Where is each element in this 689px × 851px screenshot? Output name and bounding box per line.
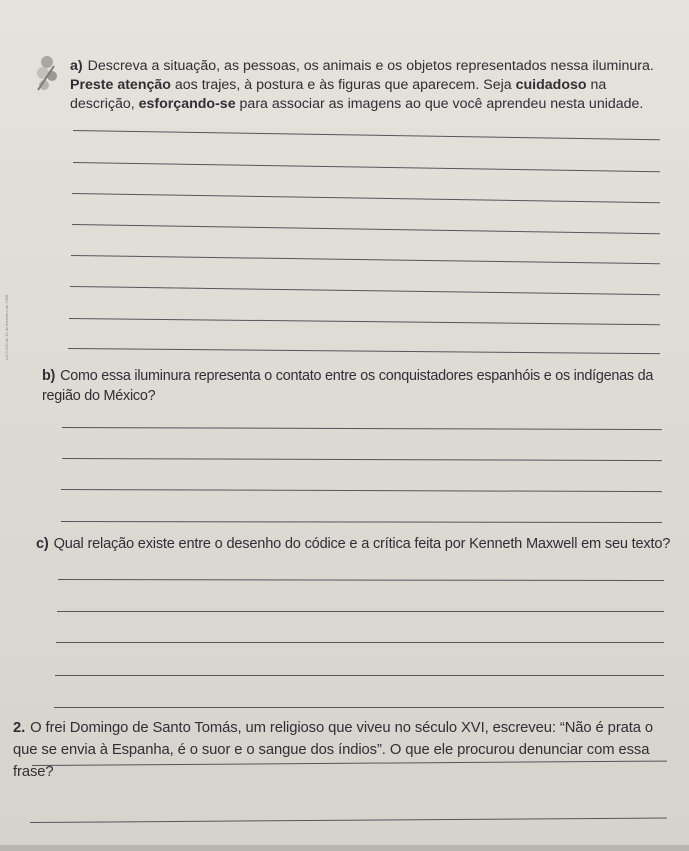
answer-line[interactable] xyxy=(73,162,660,172)
question-a-bold-1: Preste atenção xyxy=(70,77,171,93)
question-c-text: Qual relação existe entre o desenho do códice e a crítica feita por Kenneth Maxwell em seu texto? xyxy=(53,536,671,552)
question-a-text-4: para associar as imagens ao que você aprendeu nesta unidade. xyxy=(235,96,644,112)
answer-line[interactable] xyxy=(72,224,660,234)
question-a-bold-2: cuidadoso xyxy=(515,77,587,93)
question-b-text: Como essa iluminura representa o contato entre os conquistadores espanhóis e os indígenas da região do México? xyxy=(42,368,654,404)
question-c-label: c) xyxy=(36,536,49,552)
question-a-bold-3: esforçando-se xyxy=(138,96,236,112)
answer-line[interactable] xyxy=(56,642,664,643)
answer-line[interactable] xyxy=(72,193,660,203)
question-2-text: O frei Domingo de Santo Tomás, um religioso que viveu no século XVI, escreveu: “Não é prata o que se envia à Espanha, é o suor e o sangue dos índios”. O que ele procurou denunciar com essa frase? xyxy=(13,720,654,780)
question-a xyxy=(70,57,670,114)
answer-line[interactable] xyxy=(55,675,664,676)
question-a-text-2: aos trajes, à postura e às figuras que aparecem. Seja xyxy=(170,77,516,93)
question-b xyxy=(42,366,667,406)
question-c xyxy=(36,535,676,554)
answer-line[interactable] xyxy=(71,255,660,264)
question-2-label: 2. xyxy=(13,720,26,736)
page-edge xyxy=(0,845,689,851)
margin-copyright-text: Lei 9.610 de 19 de fevereiro de 1998 xyxy=(4,294,9,360)
question-b-label: b) xyxy=(42,368,56,384)
answer-line[interactable] xyxy=(73,130,660,140)
answer-line[interactable] xyxy=(61,521,662,523)
answer-line[interactable] xyxy=(61,489,662,492)
answer-line[interactable] xyxy=(62,427,662,430)
question-a-text-1: Descreva a situação, as pessoas, os animais e os objetos representados nessa iluminura. xyxy=(87,58,654,74)
answer-line[interactable] xyxy=(69,318,660,325)
answer-line[interactable] xyxy=(30,818,667,823)
answer-line[interactable] xyxy=(57,611,664,612)
answer-line[interactable] xyxy=(70,286,660,295)
question-2 xyxy=(13,717,673,783)
answer-line[interactable] xyxy=(68,348,660,354)
hand-writing-icon xyxy=(34,52,64,94)
question-a-text-3: na descrição, xyxy=(70,77,607,112)
answer-line[interactable] xyxy=(62,458,662,461)
answer-line[interactable] xyxy=(54,707,664,708)
question-a-label: a) xyxy=(70,58,83,74)
answer-line[interactable] xyxy=(58,579,664,581)
